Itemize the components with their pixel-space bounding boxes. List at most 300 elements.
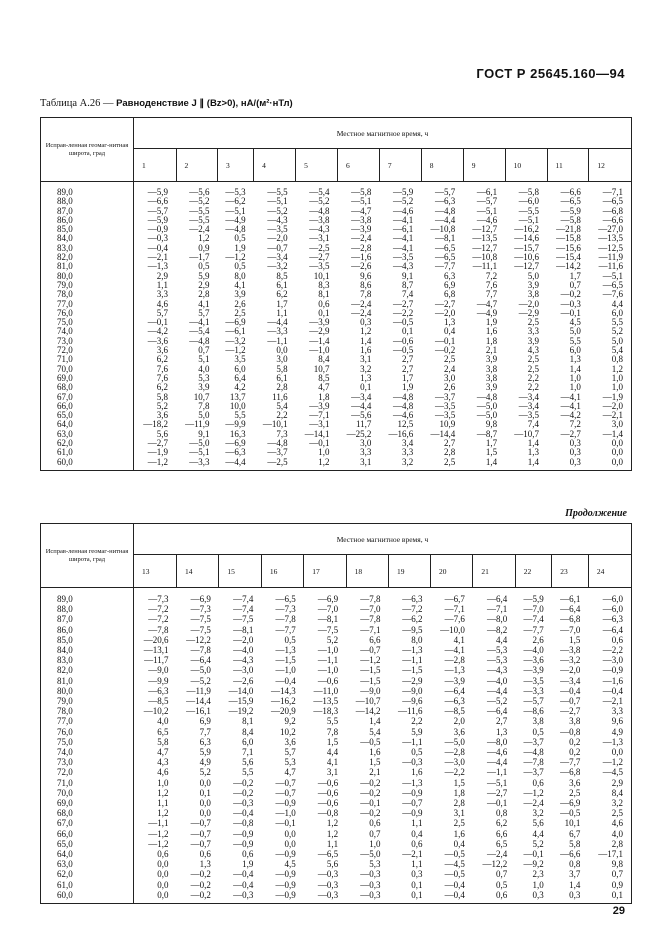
table-row bbox=[41, 696, 632, 706]
latitude-cell: 85,0 bbox=[41, 635, 134, 645]
value-cell: 3,6 bbox=[156, 410, 169, 421]
value-cell: —4,8 bbox=[393, 391, 414, 402]
value-cell: —5,0 bbox=[189, 438, 210, 449]
value-cell: 0,1 bbox=[402, 326, 414, 337]
value-cell: —3,6 bbox=[523, 655, 544, 666]
value-cell: —6,4 bbox=[560, 604, 581, 615]
table-row bbox=[41, 309, 632, 318]
value-cell: —3,0 bbox=[233, 665, 254, 676]
value-cell: 1,5 bbox=[485, 447, 498, 458]
value-cell: 7,1 bbox=[242, 747, 254, 758]
value-cell: 5,0 bbox=[589, 337, 632, 346]
value-cell: —9,0 bbox=[402, 685, 423, 696]
value-cell: —4,4 bbox=[267, 317, 288, 328]
value-cell: 0,6 bbox=[242, 849, 254, 860]
table-row bbox=[41, 244, 632, 253]
latitude-cell: 65,0 bbox=[41, 839, 134, 849]
value-cell: 7,8 bbox=[198, 400, 210, 411]
value-cell: —3,4 bbox=[518, 391, 540, 402]
value-cell: —2,9 bbox=[518, 307, 540, 318]
value-cell: —20,6 bbox=[143, 634, 169, 645]
latitude-cell: 88,0 bbox=[41, 197, 134, 206]
table-row bbox=[41, 635, 632, 645]
value-cell: 3,9 bbox=[527, 335, 540, 346]
value-cell: 4,4 bbox=[589, 300, 632, 309]
latitude-cell: 88,0 bbox=[41, 604, 134, 614]
value-cell: 5,2 bbox=[156, 400, 169, 411]
value-cell: —3,2 bbox=[225, 335, 246, 346]
value-cell: —3,4 bbox=[351, 391, 372, 402]
value-cell: —4,8 bbox=[476, 391, 498, 402]
value-cell: —3,8 bbox=[351, 214, 372, 225]
value-cell: 3,0 bbox=[360, 438, 372, 449]
value-cell: —3,0 bbox=[588, 655, 631, 665]
value-cell: 1,0 bbox=[532, 879, 544, 890]
value-cell: 0,5 bbox=[234, 261, 246, 272]
value-cell: —0,7 bbox=[560, 696, 581, 707]
value-cell: —9,0 bbox=[148, 665, 169, 676]
value-cell: 1,9 bbox=[242, 859, 254, 870]
value-cell: —2,1 bbox=[147, 252, 169, 263]
value-cell: 4,9 bbox=[199, 757, 211, 768]
value-cell: —0,6 bbox=[393, 335, 414, 346]
value-cell: —0,2 bbox=[360, 777, 381, 788]
value-cell: —5,0 bbox=[476, 400, 498, 411]
value-cell: —4,2 bbox=[560, 410, 581, 421]
value-cell: —5,1 bbox=[486, 777, 508, 788]
value-cell: —1,5 bbox=[402, 665, 423, 676]
table-row bbox=[41, 880, 632, 890]
value-cell: —1,3 bbox=[402, 645, 423, 656]
value-cell: —1,5 bbox=[275, 655, 296, 666]
table-caption bbox=[40, 98, 293, 109]
value-cell: 1,3 bbox=[199, 859, 211, 870]
value-cell: —0,9 bbox=[275, 879, 296, 890]
value-cell: —2,1 bbox=[402, 849, 423, 860]
value-cell: —2,1 bbox=[588, 696, 631, 706]
value-cell: —0,2 bbox=[434, 345, 456, 356]
latitude-cell: 87,0 bbox=[41, 614, 134, 624]
value-cell: —7,0 bbox=[523, 604, 544, 615]
value-cell: —6,9 bbox=[225, 438, 246, 449]
value-cell: —6,3 bbox=[434, 196, 456, 207]
value-cell: 6,3 bbox=[443, 270, 456, 281]
value-cell: —5,2 bbox=[309, 196, 330, 207]
value-cell: —0,3 bbox=[360, 869, 381, 880]
value-cell: —16,1 bbox=[186, 706, 211, 717]
value-cell: 5,9 bbox=[198, 270, 210, 281]
value-cell: —5,0 bbox=[444, 736, 465, 747]
latitude-cell: 86,0 bbox=[41, 625, 134, 635]
value-cell: —0,3 bbox=[402, 757, 423, 768]
value-cell: 3,0 bbox=[276, 354, 288, 365]
value-cell: —3,1 bbox=[309, 233, 330, 244]
value-cell: —6,8 bbox=[560, 767, 581, 778]
value-cell: 5,5 bbox=[242, 767, 254, 778]
value-cell: —4,1 bbox=[393, 233, 414, 244]
latitude-cell: 80,0 bbox=[41, 272, 134, 281]
value-cell: 0,0 bbox=[157, 869, 169, 880]
table-row bbox=[41, 604, 632, 614]
value-cell: 6,8 bbox=[443, 289, 456, 300]
value-cell: 9,1 bbox=[402, 270, 414, 281]
value-cell: 4,1 bbox=[326, 757, 339, 768]
value-cell: —21,8 bbox=[556, 224, 581, 235]
value-cell: —1,0 bbox=[275, 808, 296, 819]
latitude-cell: 78,0 bbox=[41, 706, 134, 716]
value-cell: 9,6 bbox=[588, 716, 631, 726]
value-cell: —0,3 bbox=[317, 889, 339, 900]
value-cell: —3,5 bbox=[518, 410, 540, 421]
value-cell: —5,1 bbox=[589, 272, 632, 281]
value-cell: —5,0 bbox=[360, 849, 381, 860]
value-cell: —3,8 bbox=[309, 214, 330, 225]
latitude-cell: 64,0 bbox=[41, 420, 134, 429]
value-cell: 2,9 bbox=[156, 270, 169, 281]
value-cell: —0,2 bbox=[560, 289, 581, 300]
value-cell: —4,0 bbox=[523, 645, 544, 656]
value-cell: —7,2 bbox=[148, 604, 169, 615]
value-cell: —10,2 bbox=[143, 706, 169, 717]
value-cell: —5,7 bbox=[523, 696, 544, 707]
table-row bbox=[41, 645, 632, 655]
value-cell: —1,3 bbox=[147, 261, 169, 272]
value-cell: —1,0 bbox=[309, 345, 330, 356]
value-cell: —4,0 bbox=[233, 645, 254, 656]
value-cell: 10,7 bbox=[193, 391, 210, 402]
latitude-cell: 82,0 bbox=[41, 253, 134, 262]
value-cell: —11,0 bbox=[313, 685, 339, 696]
value-cell: —1,3 bbox=[402, 777, 423, 788]
value-cell: —9,9 bbox=[225, 419, 246, 430]
value-cell: —5,9 bbox=[523, 594, 544, 604]
value-cell: —5,1 bbox=[476, 205, 498, 216]
table-row bbox=[41, 757, 632, 767]
value-cell: —6,5 bbox=[434, 252, 456, 263]
value-cell: —9,9 bbox=[148, 675, 169, 686]
value-cell: —5,1 bbox=[518, 214, 540, 225]
value-cell: 6,0 bbox=[242, 736, 254, 747]
value-cell: —0,7 bbox=[190, 838, 211, 849]
hour-header: 2 bbox=[176, 149, 217, 182]
value-cell: 4,1 bbox=[453, 634, 465, 645]
value-cell: —0,4 bbox=[233, 869, 254, 880]
latitude-cell: 89,0 bbox=[41, 588, 134, 605]
value-cell: —0,9 bbox=[233, 838, 254, 849]
hour-header: 18 bbox=[346, 555, 388, 588]
value-cell: —7,8 bbox=[190, 645, 211, 656]
value-cell: —6,5 bbox=[560, 196, 581, 207]
value-cell: —6,1 bbox=[476, 187, 498, 197]
value-cell: —0,3 bbox=[147, 233, 169, 244]
value-cell: —0,1 bbox=[434, 335, 456, 346]
value-cell: —6,1 bbox=[393, 224, 414, 235]
table-row bbox=[41, 327, 632, 336]
value-cell: 5,8 bbox=[156, 391, 169, 402]
value-cell: 6,6 bbox=[369, 634, 381, 645]
latitude-cell: 63,0 bbox=[41, 430, 134, 439]
value-cell: —10,6 bbox=[514, 252, 540, 263]
latitude-cell: 74,0 bbox=[41, 747, 134, 757]
value-cell: —1,1 bbox=[402, 655, 423, 666]
value-cell: —8,1 bbox=[233, 624, 254, 635]
value-cell: —1,5 bbox=[360, 675, 381, 686]
latitude-cell: 77,0 bbox=[41, 716, 134, 726]
value-cell: 2,2 bbox=[527, 372, 540, 383]
value-cell: —7,7 bbox=[275, 624, 296, 635]
value-cell: —4,8 bbox=[393, 400, 414, 411]
latitude-cell: 61,0 bbox=[41, 448, 134, 457]
value-cell: —4,3 bbox=[393, 261, 414, 272]
value-cell: 1,0 bbox=[157, 777, 169, 788]
value-cell: —5,1 bbox=[189, 447, 210, 458]
value-cell: —0,4 bbox=[588, 686, 631, 696]
value-cell: —6,4 bbox=[444, 685, 465, 696]
latitude-cell: 78,0 bbox=[41, 290, 134, 299]
value-cell: —3,6 bbox=[147, 335, 169, 346]
value-cell: 9,8 bbox=[588, 859, 631, 869]
value-cell: —4,1 bbox=[393, 214, 414, 225]
value-cell: —7,6 bbox=[444, 614, 465, 625]
value-cell: —8,0 bbox=[486, 736, 508, 747]
value-cell: —20,9 bbox=[270, 706, 296, 717]
value-cell: —16,2 bbox=[514, 224, 540, 235]
value-cell: —8,1 bbox=[317, 614, 339, 625]
value-cell: —11,7 bbox=[144, 655, 169, 666]
value-cell: 5,5 bbox=[569, 335, 581, 346]
value-cell: 0,5 bbox=[284, 634, 296, 645]
value-cell: 2,5 bbox=[527, 354, 540, 365]
value-cell: 3,6 bbox=[569, 777, 581, 788]
value-cell: 0,2 bbox=[569, 736, 581, 747]
table-row bbox=[41, 890, 632, 904]
value-cell: 4,3 bbox=[527, 345, 540, 356]
value-cell: 6,1 bbox=[276, 279, 288, 290]
value-cell: —4,4 bbox=[225, 456, 246, 467]
value-cell: —6,5 bbox=[589, 281, 632, 290]
value-cell: 8,5 bbox=[318, 372, 330, 383]
latitude-cell: 73,0 bbox=[41, 757, 134, 767]
hour-header: 20 bbox=[430, 555, 472, 588]
value-cell: —5,2 bbox=[486, 696, 508, 707]
value-cell: —27,0 bbox=[589, 225, 632, 234]
value-cell: —14,4 bbox=[430, 428, 456, 439]
value-cell: 6,3 bbox=[199, 736, 211, 747]
value-cell: —6,4 bbox=[486, 594, 508, 604]
value-cell: —0,4 bbox=[233, 879, 254, 890]
table-row bbox=[41, 778, 632, 788]
value-cell: —0,9 bbox=[402, 808, 423, 819]
table-row bbox=[41, 686, 632, 696]
value-cell: 4,1 bbox=[234, 279, 246, 290]
value-cell: —7,5 bbox=[190, 624, 211, 635]
value-cell: 0,2 bbox=[569, 747, 581, 758]
value-cell: —0,9 bbox=[275, 849, 296, 860]
value-cell: —8,0 bbox=[486, 614, 508, 625]
value-cell: —5,5 bbox=[518, 205, 540, 216]
latitude-cell: 79,0 bbox=[41, 696, 134, 706]
value-cell: —6,6 bbox=[589, 216, 632, 225]
value-cell: —6,2 bbox=[402, 614, 423, 625]
value-cell: —8,2 bbox=[486, 624, 508, 635]
table-row bbox=[41, 655, 632, 665]
value-cell: 2,1 bbox=[485, 345, 498, 356]
value-cell: 6,9 bbox=[199, 716, 211, 727]
value-cell: —8,7 bbox=[476, 428, 498, 439]
table-row bbox=[41, 346, 632, 355]
value-cell: 3,9 bbox=[198, 382, 210, 393]
latitude-cell: 68,0 bbox=[41, 383, 134, 392]
value-cell: —7,4 bbox=[523, 614, 544, 625]
value-cell: 1,8 bbox=[485, 335, 498, 346]
value-cell: —3,7 bbox=[523, 767, 544, 778]
value-cell: 3,0 bbox=[443, 372, 456, 383]
value-cell: 2,7 bbox=[443, 438, 456, 449]
value-cell: 3,1 bbox=[326, 767, 339, 778]
value-cell: 6,1 bbox=[276, 372, 288, 383]
value-cell: 3,8 bbox=[485, 372, 498, 383]
value-cell: —1,2 bbox=[225, 252, 246, 263]
value-cell: 5,3 bbox=[198, 372, 210, 383]
value-cell: —14,6 bbox=[514, 233, 540, 244]
value-cell: 1,4 bbox=[369, 716, 381, 727]
value-cell: 0,7 bbox=[569, 279, 581, 290]
value-cell: —1,7 bbox=[189, 252, 210, 263]
value-cell: 5,0 bbox=[527, 270, 540, 281]
value-cell: 8,5 bbox=[276, 270, 288, 281]
value-cell: —2,6 bbox=[233, 675, 254, 686]
value-cell: —2,2 bbox=[393, 307, 414, 318]
value-cell: 0,6 bbox=[318, 298, 330, 309]
value-cell: —5,7 bbox=[147, 205, 169, 216]
value-cell: 0,7 bbox=[198, 345, 210, 356]
value-cell: —2,4 bbox=[351, 298, 372, 309]
value-cell: 0,0 bbox=[589, 439, 632, 448]
value-cell: —2,7 bbox=[560, 706, 581, 717]
continuation-label: Продолжение bbox=[565, 508, 627, 519]
value-cell: —0,1 bbox=[275, 818, 296, 829]
value-cell: —0,5 bbox=[393, 317, 414, 328]
value-cell: 2,6 bbox=[443, 382, 456, 393]
value-cell: 5,6 bbox=[532, 818, 544, 829]
value-cell: 0,4 bbox=[443, 326, 456, 337]
value-cell: —6,3 bbox=[148, 685, 169, 696]
value-cell: 5,2 bbox=[199, 767, 211, 778]
value-cell: 2,8 bbox=[276, 382, 288, 393]
value-cell: —0,3 bbox=[360, 879, 381, 890]
value-cell: 5,7 bbox=[284, 747, 296, 758]
value-cell: —11,6 bbox=[589, 262, 632, 271]
value-cell: —10,0 bbox=[440, 624, 465, 635]
value-cell: 0,7 bbox=[495, 869, 508, 880]
value-cell: 1,1 bbox=[411, 818, 423, 829]
value-cell: —0,2 bbox=[190, 879, 211, 890]
value-cell: —3,2 bbox=[560, 655, 581, 666]
value-cell: —1,2 bbox=[588, 757, 631, 767]
value-cell: —0,8 bbox=[560, 726, 581, 737]
value-cell: —2,8 bbox=[444, 655, 465, 666]
hour-header: 13 bbox=[134, 555, 177, 588]
hour-header: 24 bbox=[588, 555, 631, 588]
value-cell: —8,5 bbox=[444, 706, 465, 717]
table-row bbox=[41, 262, 632, 271]
value-cell: —13,1 bbox=[143, 645, 169, 656]
value-cell: 1,1 bbox=[156, 279, 169, 290]
table-row bbox=[41, 374, 632, 383]
hour-header: 21 bbox=[473, 555, 515, 588]
table-row bbox=[41, 747, 632, 757]
value-cell: —14,1 bbox=[304, 428, 330, 439]
latitude-cell: 60,0 bbox=[41, 890, 134, 904]
value-cell: —4,1 bbox=[560, 391, 581, 402]
value-cell: 4,0 bbox=[198, 363, 210, 374]
value-cell: 1,0 bbox=[318, 447, 330, 458]
value-cell: —4,8 bbox=[225, 224, 246, 235]
value-cell: —4,8 bbox=[523, 747, 544, 758]
value-cell: —3,7 bbox=[523, 736, 544, 747]
value-cell: —1,9 bbox=[147, 447, 169, 458]
table-row bbox=[41, 365, 632, 374]
value-cell: —0,3 bbox=[360, 889, 381, 900]
table-row bbox=[41, 458, 632, 471]
value-cell: —4,4 bbox=[486, 757, 508, 768]
table-row bbox=[41, 625, 632, 635]
value-cell: —4,0 bbox=[486, 675, 508, 686]
value-cell: 5,8 bbox=[276, 363, 288, 374]
value-cell: 1,6 bbox=[369, 747, 381, 758]
value-cell: 13,7 bbox=[229, 391, 246, 402]
value-cell: —0,1 bbox=[523, 849, 544, 860]
value-cell: —4,5 bbox=[588, 767, 631, 777]
latitude-cell: 75,0 bbox=[41, 318, 134, 327]
value-cell: —5,6 bbox=[351, 410, 372, 421]
table-row bbox=[41, 253, 632, 262]
table-row bbox=[41, 234, 632, 243]
value-cell: —2,4 bbox=[486, 849, 508, 860]
table-row bbox=[41, 448, 632, 457]
latitude-cell: 84,0 bbox=[41, 234, 134, 243]
value-cell: —0,2 bbox=[360, 808, 381, 819]
value-cell: 4,3 bbox=[157, 757, 169, 768]
value-cell: 1,1 bbox=[276, 307, 288, 318]
value-cell: —5,9 bbox=[393, 187, 414, 197]
latitude-cell: 77,0 bbox=[41, 300, 134, 309]
value-cell: —0,9 bbox=[233, 828, 254, 839]
hour-header: 14 bbox=[177, 555, 219, 588]
value-cell: —5,4 bbox=[189, 326, 210, 337]
value-cell: —7,3 bbox=[148, 594, 169, 604]
value-cell: —13,5 bbox=[472, 233, 498, 244]
value-cell: 0,9 bbox=[588, 880, 631, 890]
value-cell: 0,5 bbox=[411, 747, 423, 758]
value-cell: —0,5 bbox=[393, 345, 414, 356]
hour-header: 10 bbox=[505, 149, 547, 182]
table-row bbox=[41, 318, 632, 327]
value-cell: 0,5 bbox=[495, 879, 508, 890]
value-cell: —5,8 bbox=[351, 187, 372, 197]
value-cell: 4,6 bbox=[157, 767, 169, 778]
value-cell: 1,7 bbox=[402, 372, 414, 383]
value-cell: —6,4 bbox=[190, 655, 211, 666]
value-cell: 2,1 bbox=[369, 767, 381, 778]
value-cell: 4,1 bbox=[198, 298, 210, 309]
value-cell: —0,4 bbox=[560, 685, 581, 696]
value-cell: 3,9 bbox=[485, 382, 498, 393]
value-cell: —14,2 bbox=[556, 261, 581, 272]
value-cell: 1,0 bbox=[569, 382, 581, 393]
value-cell: —1,4 bbox=[589, 430, 632, 439]
table-row bbox=[41, 706, 632, 716]
